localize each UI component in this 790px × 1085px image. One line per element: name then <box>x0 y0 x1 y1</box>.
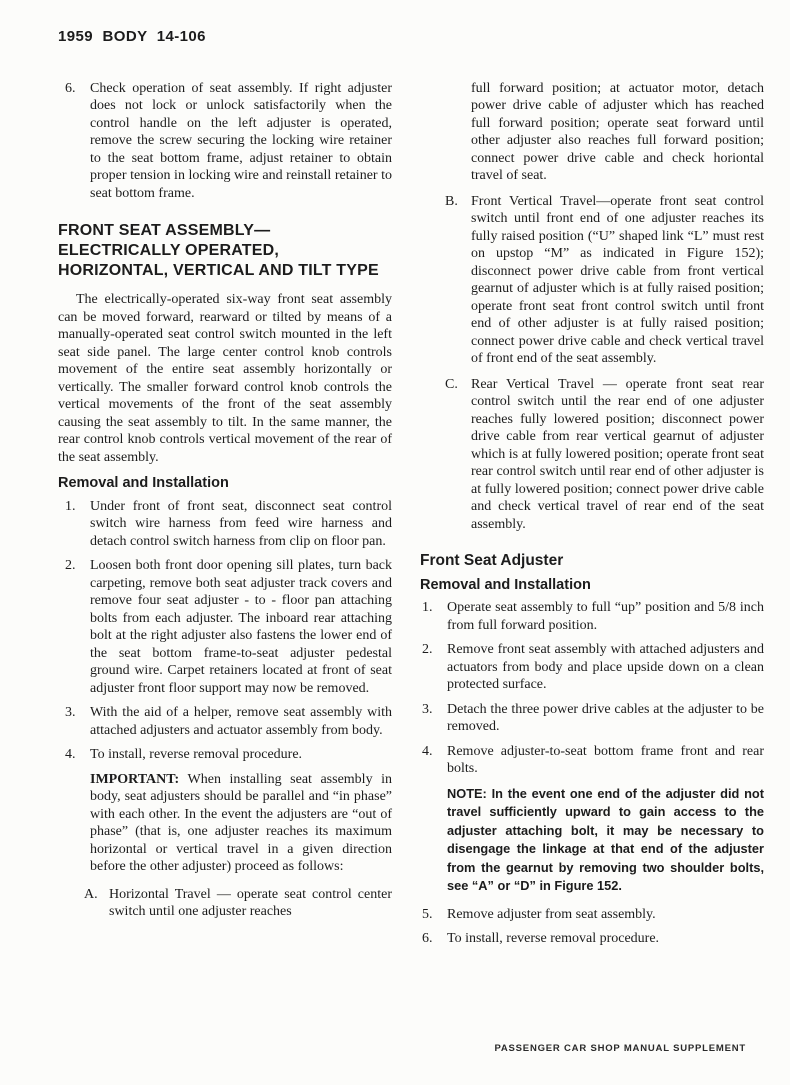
page-header: 1959 BODY 14-106 <box>58 28 206 45</box>
step-number: 1. <box>422 600 433 615</box>
numbered-step <box>420 906 764 924</box>
lettered-step-a <box>84 886 392 921</box>
step-number: 3. <box>65 705 76 720</box>
step-number: 3. <box>422 701 433 717</box>
lettered-step-c <box>445 376 764 534</box>
step-number: 4. <box>65 747 76 762</box>
step-text: With the aid of a helper, remove seat assembly with attached adjusters and actuator assembly from body. <box>90 705 392 738</box>
numbered-step <box>58 704 392 739</box>
step-text: Rear Vertical Travel — operate front seat rear control switch until the rear end of one adjuster reaches fully lowered position; disconnect power drive cable from rear vertical gearnut of adjuster which is at fully lowered position; operate front seat rear control switch until rear end of other adjuster is at fully lowered position; connect power drive cable and check vertical travel of rear end of the seat assembly. <box>471 376 764 532</box>
step-text: Loosen both front door opening sill plates, turn back carpeting, remove both seat adjuster track covers and remove four seat adjuster - to - floor pan attaching bolts from each adjuster. The inboard rear attaching bolt at the right adjuster also fastens the lower end of the seat bottom frame-to-seat adjuster pedestal ground wire. Carpet retainers located at front of seat adjuster front floor support may now be removed. <box>90 558 392 696</box>
numbered-step <box>420 701 764 736</box>
step-number: 5. <box>422 906 433 922</box>
page-footer: PASSENGER CAR SHOP MANUAL SUPPLEMENT <box>494 1042 746 1054</box>
numbered-step <box>58 557 392 697</box>
numbered-step <box>58 498 392 551</box>
heading-front-seat-adjuster: Front Seat Adjuster <box>420 552 564 569</box>
numbered-step <box>420 743 764 778</box>
step-letter: C. <box>445 376 458 392</box>
step-text: Remove adjuster from seat assembly. <box>447 906 656 922</box>
sub-heading-removal-installation: Removal and Installation <box>58 475 229 491</box>
step-number: 1. <box>65 498 76 514</box>
numbered-step-6 <box>58 80 392 203</box>
step-text: Under front of front seat, disconnect seat control switch wire harness from feed wire harness and detach control switch harness from clip on floor pan. <box>90 498 392 549</box>
numbered-step <box>420 599 764 634</box>
step-letter: A. <box>84 886 98 902</box>
step-text: Remove adjuster-to-seat bottom frame front and rear bolts. <box>447 743 764 776</box>
step-text: To install, reverse removal procedure. <box>90 747 303 762</box>
lettered-step-b <box>445 193 764 368</box>
important-label: IMPORTANT: <box>90 771 180 787</box>
step-text: Front Vertical Travel—operate front seat control switch until front end of one adjuster reaches its fully raised position (“U” shaped link “L” must rest on upstop “M” as indicated in Figure 152); disconnect power drive cable from front vertical gearnut of adjuster which is at fully raised position; operate front seat front control switch until front end of other adjuster is at fully raised position; connect power drive cable and check vertical travel of front end of the seat assembly. <box>471 193 764 366</box>
right-column <box>420 80 764 955</box>
step-text: Remove front seat assembly with attached adjusters and actuators from body and place upside down on a clean protected surface. <box>447 642 764 692</box>
important-paragraph <box>90 771 392 876</box>
section-heading: FRONT SEAT ASSEMBLY—ELECTRICALLY OPERATED, HORIZONTAL, VERTICAL AND TILT TYPE <box>58 222 379 279</box>
step-letter: B. <box>445 193 458 209</box>
note-paragraph <box>447 785 764 896</box>
step-number: 6. <box>422 931 433 946</box>
note-label: NOTE: <box>447 785 487 801</box>
sub-heading-removal-installation: Removal and Installation <box>420 576 591 593</box>
step-number: 2. <box>65 558 76 573</box>
step-number: 2. <box>422 642 433 657</box>
important-text: When installing seat assembly in body, seat adjusters should be parallel and “in phase” with each other. In the event the adjusters are “out of phase” (that is, one adjuster reaches its maximum horizontal or vertical travel in a given direction before the other adjuster) proceed as follows: <box>90 771 393 874</box>
numbered-step <box>420 641 764 694</box>
step-a-continuation: full forward position; at actuator motor, detach power drive cable of adjuster which has reached full forward position; operate seat forward until other adjuster also reaches full forward position; connect power drive cable and check horiontal travel of seat. <box>471 80 764 183</box>
step-number: 6. <box>65 80 76 96</box>
step-text: Detach the three power drive cables at the adjuster to be removed. <box>447 701 764 734</box>
step-text: Check operation of seat assembly. If right adjuster does not lock or unlock satisfactorily when the control handle on the left adjuster is operated, remove the screw securing the locking wire retainer to the seat bottom frame, adjust retainer to obtain proper tension in locking wire and reinstall retainer to seat bottom frame. <box>90 80 392 201</box>
note-text: In the event one end of the adjuster did not travel sufficiently upward to gain access to the adjuster attaching bolt, it may be necessary to disengage the linkage at that end of the adjuster from the gearnut by removing two shoulder bolts, see “A” or “D” in Figure 152. <box>447 785 765 893</box>
step-number: 4. <box>422 743 433 759</box>
step-text: Horizontal Travel — operate seat control center switch until one adjuster reaches <box>109 886 392 919</box>
two-column-layout <box>58 80 764 955</box>
intro-paragraph: The electrically-operated six-way front seat assembly can be moved forward, rearward or tilted by means of a manually-operated seat control switch mounted in the left seat side panel. The large center control knob controls movement of the entire seat assembly horizontally or vertically. The smaller forward control knob controls the vertical movements of the front of the seat assembly causing the seat assembly to tilt. In the same manner, the rear control knob controls vertical movement of the rear of the seat assembly. <box>58 292 392 465</box>
numbered-step <box>420 930 764 948</box>
step-text: Operate seat assembly to full “up” position and 5/8 inch from full forward position. <box>447 600 764 633</box>
left-column <box>58 80 392 955</box>
step-text: To install, reverse removal procedure. <box>447 931 660 946</box>
numbered-step <box>58 746 392 764</box>
